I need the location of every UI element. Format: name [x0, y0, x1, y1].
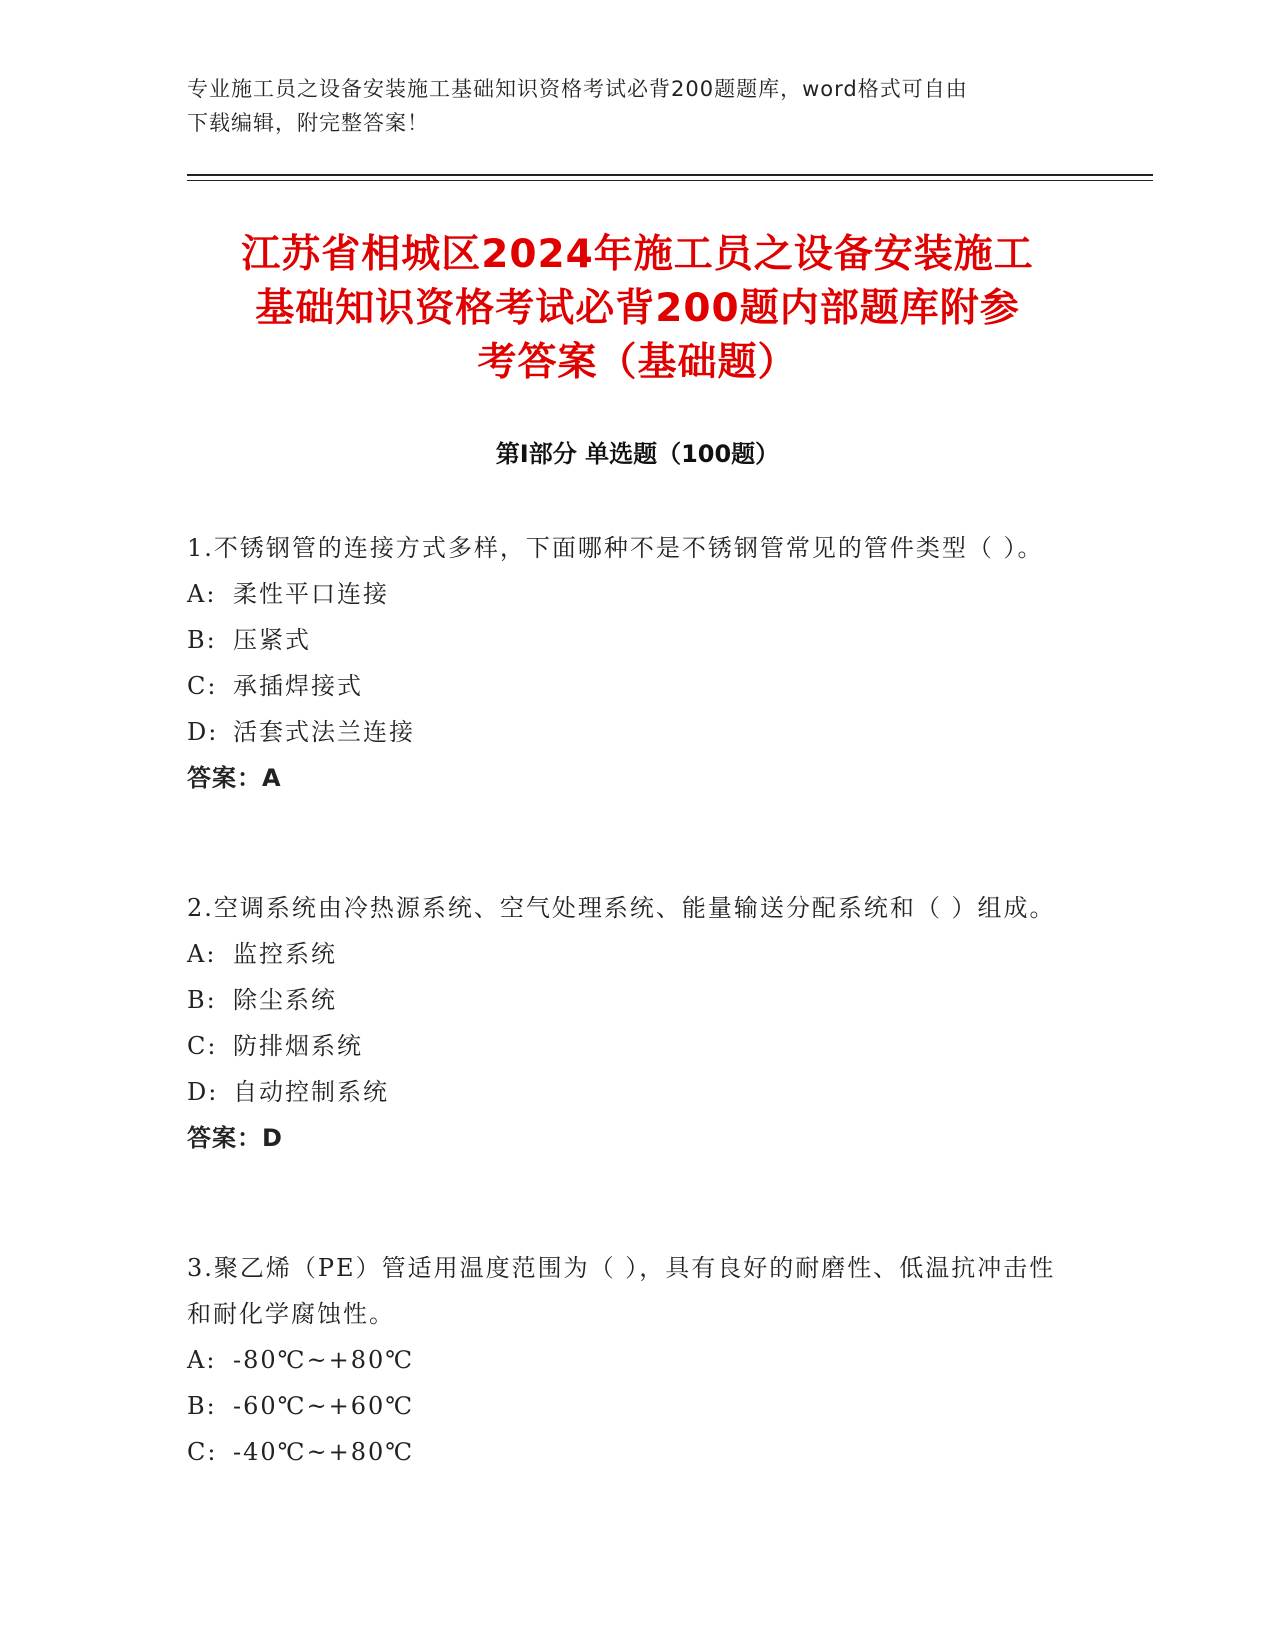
answer-line: 答案：A — [187, 764, 282, 792]
option-text: 除尘系统 — [233, 986, 337, 1014]
option-text: 防排烟系统 — [233, 1032, 363, 1060]
option-b — [187, 617, 1087, 663]
option-c — [187, 663, 1087, 709]
header-note — [187, 72, 1067, 140]
option-d — [187, 709, 1087, 755]
option-text: 压紧式 — [233, 626, 311, 654]
header-divider-thin — [187, 180, 1153, 181]
header-note-line-1: 专业施工员之设备安装施工基础知识资格考试必背200题题库，word格式可自由 — [187, 77, 968, 101]
option-letter: D: — [187, 1078, 219, 1106]
option-letter: B: — [187, 986, 217, 1014]
option-a — [187, 571, 1087, 617]
option-letter: A: — [187, 940, 217, 968]
question-stem: 3.聚乙烯（PE）管适用温度范围为（ ），具有良好的耐磨性、低温抗冲击性和耐化学腐蚀性。 — [187, 1254, 1056, 1328]
option-text: -60℃~+60℃ — [233, 1392, 415, 1420]
option-d — [187, 1069, 1087, 1115]
header-note-line-2: 下载编辑，附完整答案！ — [187, 111, 429, 135]
question-stem: 1.不锈钢管的连接方式多样，下面哪种不是不锈钢管常见的管件类型（ ）。 — [187, 534, 1044, 562]
option-a — [187, 1337, 1087, 1383]
option-letter: C: — [187, 1438, 218, 1466]
option-letter: B: — [187, 626, 217, 654]
document-title-line-3: 考答案（基础题） — [477, 340, 798, 385]
option-a — [187, 931, 1087, 977]
header-divider-thick — [187, 174, 1153, 176]
document-title-line-1: 江苏省相城区2024年施工员之设备安装施工 — [241, 232, 1034, 277]
question-1 — [187, 525, 1087, 801]
option-text: 自动控制系统 — [233, 1078, 389, 1106]
option-letter: A: — [187, 1346, 217, 1374]
document-title-line-2: 基础知识资格考试必背200题内部题库附参 — [255, 286, 1020, 331]
document-title — [150, 228, 1125, 390]
option-letter: A: — [187, 580, 217, 608]
option-text: 承插焊接式 — [233, 672, 363, 700]
option-text: 柔性平口连接 — [233, 580, 389, 608]
option-text: 活套式法兰连接 — [233, 718, 415, 746]
option-c — [187, 1023, 1087, 1069]
section-heading: 第Ⅰ部分 单选题（100题） — [495, 440, 780, 468]
option-text: -40℃~+80℃ — [233, 1438, 415, 1466]
answer-line: 答案：D — [187, 1124, 283, 1152]
option-b — [187, 977, 1087, 1023]
question-2 — [187, 885, 1087, 1161]
option-letter: B: — [187, 1392, 217, 1420]
option-letter: D: — [187, 718, 219, 746]
option-letter: C: — [187, 672, 218, 700]
option-letter: C: — [187, 1032, 218, 1060]
option-text: -80℃~+80℃ — [233, 1346, 415, 1374]
option-c — [187, 1429, 1087, 1475]
question-stem: 2.空调系统由冷热源系统、空气处理系统、能量输送分配系统和（ ）组成。 — [187, 894, 1056, 922]
option-b — [187, 1383, 1087, 1429]
option-text: 监控系统 — [233, 940, 337, 968]
question-3 — [187, 1245, 1087, 1475]
